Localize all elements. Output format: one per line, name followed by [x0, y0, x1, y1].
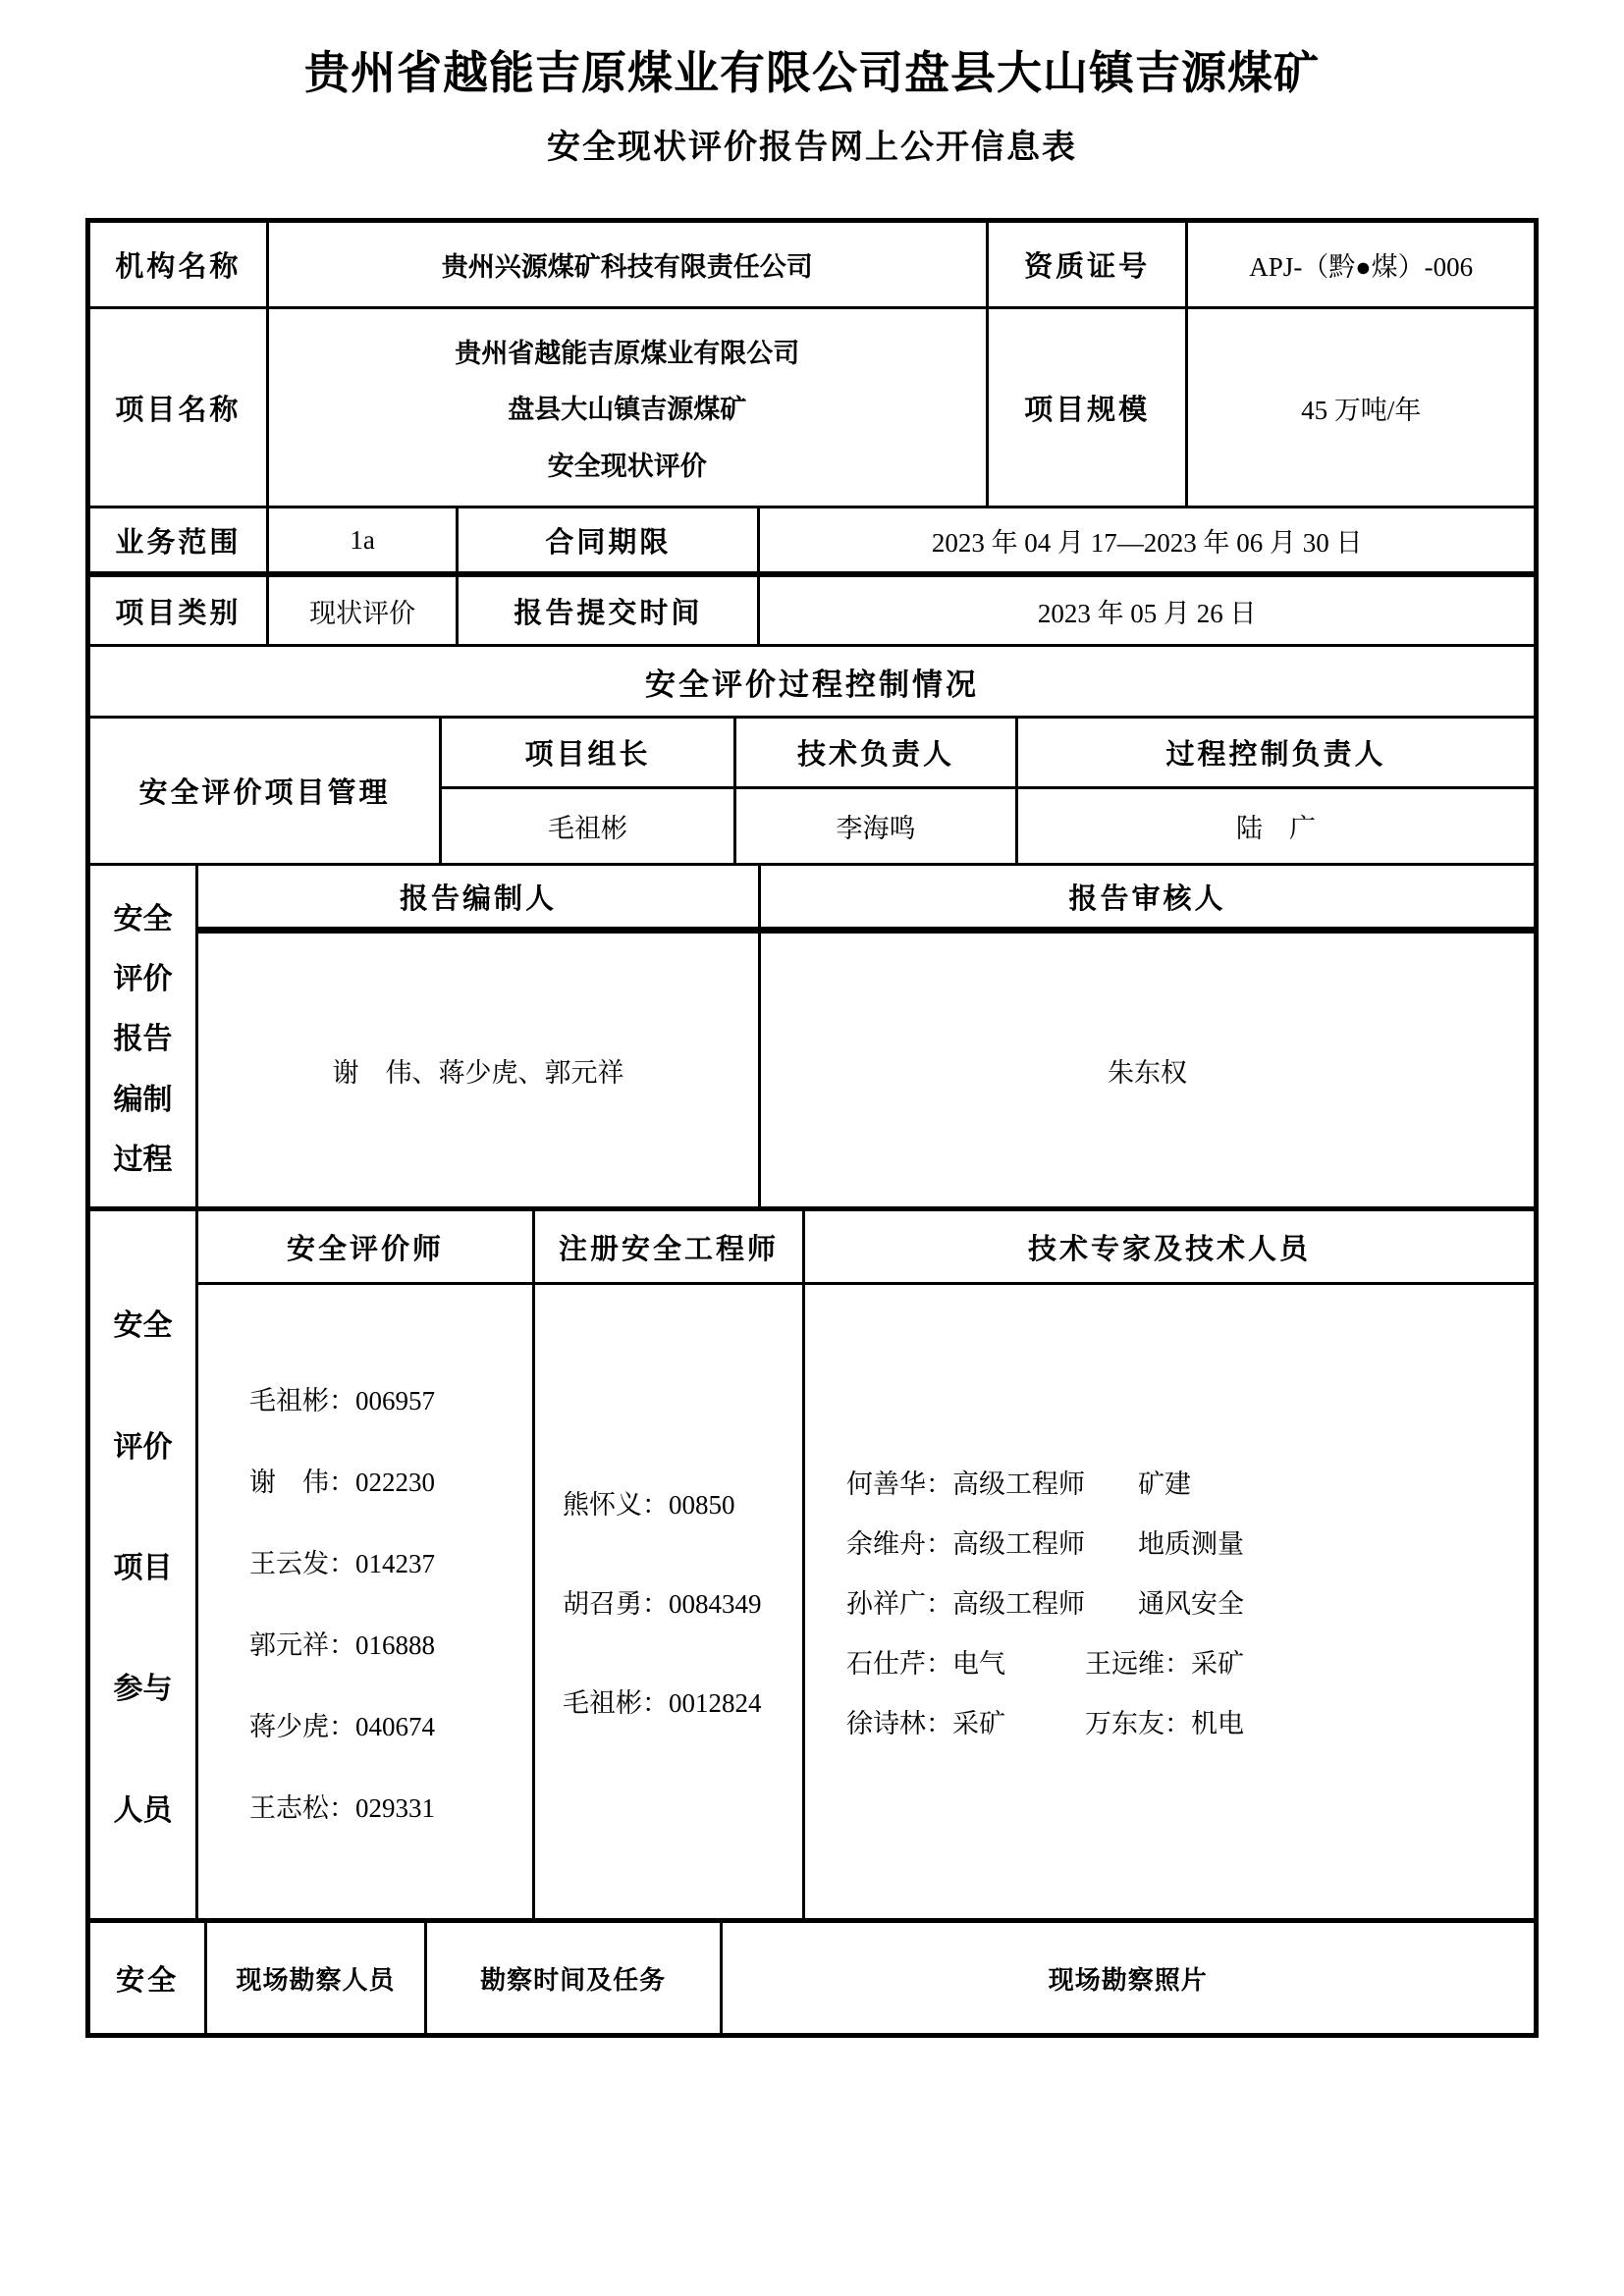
section-participants — [90, 1211, 1534, 1923]
project-category-value: 现状评价 — [269, 577, 460, 644]
evaluator-item: 王云发：014237 — [249, 1548, 435, 1578]
row-process-control-title — [90, 647, 1534, 719]
report-process-side-label — [90, 866, 198, 1206]
report-process-grid — [198, 866, 1534, 1206]
evaluator-item: 谢 伟：022230 — [249, 1467, 435, 1497]
engineer-item: 熊怀义：00850 — [563, 1490, 735, 1520]
side-label-line: 项目 — [113, 1551, 173, 1584]
report-reviewer-header: 报告审核人 — [1068, 882, 1226, 915]
cert-number-value: APJ-（黔●煤）-006 — [1249, 252, 1474, 282]
org-name-label: 机构名称 — [90, 223, 269, 306]
document-title: 贵州省越能吉原煤业有限公司盘县大山镇吉源煤矿 — [304, 48, 1320, 98]
project-management-values — [442, 789, 1534, 863]
submit-time-value: 2023 年 05 月 26 日 — [1037, 598, 1257, 628]
survey-personnel-header: 现场勘察人员 — [207, 1923, 426, 2033]
row-organization — [90, 223, 1534, 309]
participants-headers — [198, 1211, 1534, 1285]
participants-values — [198, 1285, 1534, 1918]
tech-manager-header: 技术负责人 — [736, 719, 1018, 786]
survey-photo-header: 现场勘察照片 — [1048, 1965, 1208, 1995]
org-name-value: 贵州兴源煤矿科技有限责任公司 — [269, 223, 989, 306]
report-process-values — [198, 934, 1534, 1206]
side-label-line: 安全 — [113, 1309, 173, 1343]
side-label-line: 安全 — [113, 903, 173, 936]
business-scope-label: 业务范围 — [90, 508, 269, 571]
project-scale-value: 45 万吨/年 — [1301, 395, 1422, 425]
expert-item: 孙祥广：高级工程师 通风安全 — [846, 1589, 1244, 1619]
registered-engineers-header: 注册安全工程师 — [535, 1211, 805, 1282]
project-name-line: 盘县大山镇吉源煤矿 — [508, 395, 747, 425]
report-process-headers — [198, 866, 1534, 934]
side-label-line: 参与 — [113, 1673, 173, 1706]
evaluator-item: 毛祖彬：006957 — [249, 1385, 435, 1415]
report-compiler-header: 报告编制人 — [198, 866, 761, 927]
engineer-item: 胡召勇：0084349 — [563, 1589, 762, 1619]
project-name-value — [269, 309, 989, 506]
project-leader-value: 毛祖彬 — [442, 789, 736, 863]
tech-manager-value: 李海鸣 — [736, 789, 1018, 863]
technical-experts-list — [805, 1285, 1534, 1918]
safety-evaluators-header: 安全评价师 — [198, 1211, 535, 1282]
evaluator-item: 蒋少虎：040674 — [249, 1711, 435, 1741]
evaluator-item: 郭元祥：016888 — [249, 1629, 435, 1660]
expert-item: 余维舟：高级工程师 地质测量 — [846, 1529, 1244, 1559]
safety-evaluators-list — [198, 1285, 535, 1918]
project-scale-label: 项目规模 — [989, 309, 1189, 506]
side-label-line: 评价 — [113, 1430, 173, 1464]
engineer-item: 毛祖彬：0012824 — [563, 1688, 762, 1718]
business-scope-value: 1a — [269, 508, 460, 571]
project-name-line: 安全现状评价 — [547, 451, 707, 481]
participants-grid — [198, 1211, 1534, 1918]
contract-period-value: 2023 年 04 月 17—2023 年 06 月 30 日 — [931, 527, 1363, 558]
row-site-survey — [90, 1923, 1534, 2033]
document-subtitle: 安全现状评价报告网上公开信息表 — [547, 130, 1077, 166]
report-compiler-value: 谢 伟、蒋少虎、郭元祥 — [198, 934, 761, 1206]
contract-period-label: 合同期限 — [459, 508, 760, 571]
expert-item: 何善华：高级工程师 矿建 — [846, 1469, 1191, 1499]
report-reviewer-value: 朱东权 — [1108, 1057, 1187, 1088]
participants-side-label — [90, 1211, 198, 1918]
row-scope — [90, 508, 1534, 577]
row-project — [90, 309, 1534, 508]
expert-item: 徐诗林：采矿 万东友：机电 — [846, 1709, 1244, 1738]
project-management-headers — [442, 719, 1534, 789]
side-label-line: 人员 — [113, 1793, 173, 1827]
survey-time-task-header: 勘察时间及任务 — [427, 1923, 723, 2033]
project-leader-header: 项目组长 — [442, 719, 736, 786]
process-controller-header: 过程控制负责人 — [1165, 739, 1386, 771]
process-control-section-title: 安全评价过程控制情况 — [645, 667, 979, 702]
project-management-label: 安全评价项目管理 — [90, 719, 442, 863]
side-label-line: 评价 — [113, 963, 173, 996]
expert-item: 石仕芹：电气 王远维：采矿 — [846, 1649, 1244, 1679]
evaluator-item: 王志松：029331 — [249, 1792, 435, 1823]
registered-engineers-list — [535, 1285, 805, 1918]
project-name-label: 项目名称 — [90, 309, 269, 506]
row-category — [90, 577, 1534, 647]
project-category-label: 项目类别 — [90, 577, 269, 644]
process-controller-value: 陆 广 — [1236, 814, 1316, 843]
cert-number-label: 资质证号 — [989, 223, 1189, 306]
info-table — [85, 218, 1539, 2038]
submit-time-label: 报告提交时间 — [459, 577, 760, 644]
section-report-process — [90, 866, 1534, 1211]
side-label-line: 过程 — [113, 1143, 173, 1176]
project-name-line: 贵州省越能吉原煤业有限公司 — [455, 339, 800, 369]
project-management-grid — [442, 719, 1534, 863]
survey-side-label: 安全 — [90, 1923, 207, 2033]
technical-experts-header: 技术专家及技术人员 — [1027, 1233, 1311, 1265]
side-label-line: 编制 — [113, 1083, 173, 1116]
side-label-line: 报告 — [113, 1023, 173, 1056]
section-project-management — [90, 719, 1534, 866]
